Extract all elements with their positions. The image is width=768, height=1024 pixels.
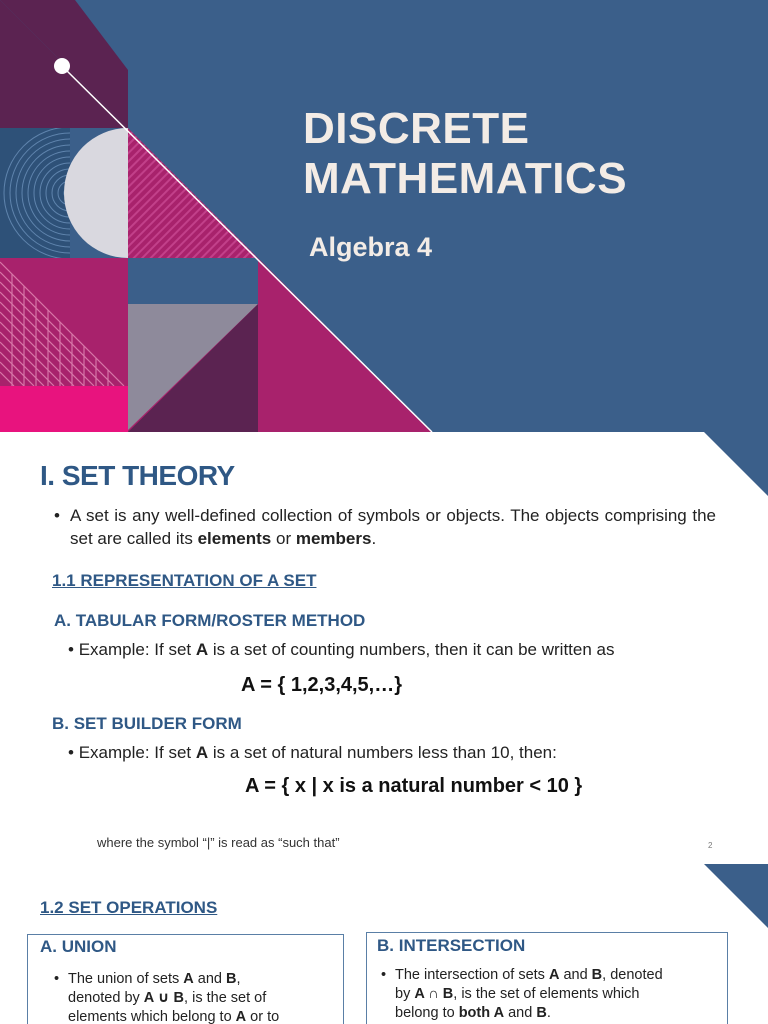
title-line-1: DISCRETE [303,104,530,153]
representation-heading: 1.1 REPRESENTATION OF A SET [52,571,317,590]
intersection-title: B. INTERSECTION [377,936,526,955]
set-theory-slide [0,432,768,864]
corner-triangle [704,864,768,928]
bullet-dot: • [54,506,60,525]
term-elements: elements [197,529,272,548]
union-title: A. UNION [40,937,117,956]
title-slide [0,0,768,432]
intersection-definition: • The intersection of sets A and B, denoted by A ∩ B, is the set of elements which belong to both A and B. [381,967,663,1021]
set-operations-heading: 1.2 SET OPERATIONS [40,898,218,917]
page-number: 2 [708,841,713,850]
such-that-note: where the symbol “|” is read as “such that” [97,835,340,850]
set-builder-formula: A = { x | x is a natural number < 10 } [245,775,583,797]
tabular-form-heading: A. TABULAR FORM/ROSTER METHOD [54,611,366,630]
corner-triangle [704,432,768,496]
geometric-artwork [0,0,768,432]
set-operations-slide [0,864,768,1024]
roster-formula: A = { 1,2,3,4,5,…} [241,674,403,696]
hot-pink-block [0,386,128,432]
blue-strip [128,258,258,304]
term-members: members [295,529,372,548]
union-definition: • The union of sets A and B, denoted by A ∪ B, is the set of elements which belong to A or to [54,971,280,1024]
slide-title [303,104,627,204]
title-line-2: MATHEMATICS [303,154,628,203]
set-builder-example: • Example: If set A is a set of natural numbers less than 10, then: [68,743,557,762]
tabular-example: • Example: If set A is a set of counting numbers, then it can be written as [68,640,615,659]
slide-subtitle: Algebra 4 [309,232,433,262]
set-theory-heading: I. SET THEORY [40,460,235,491]
set-definition: A set is any well-defined collection of symbols or objects. The objects comprising the set are called its elements or members. [70,506,716,548]
set-builder-heading: B. SET BUILDER FORM [52,714,242,733]
white-dot [54,58,70,74]
